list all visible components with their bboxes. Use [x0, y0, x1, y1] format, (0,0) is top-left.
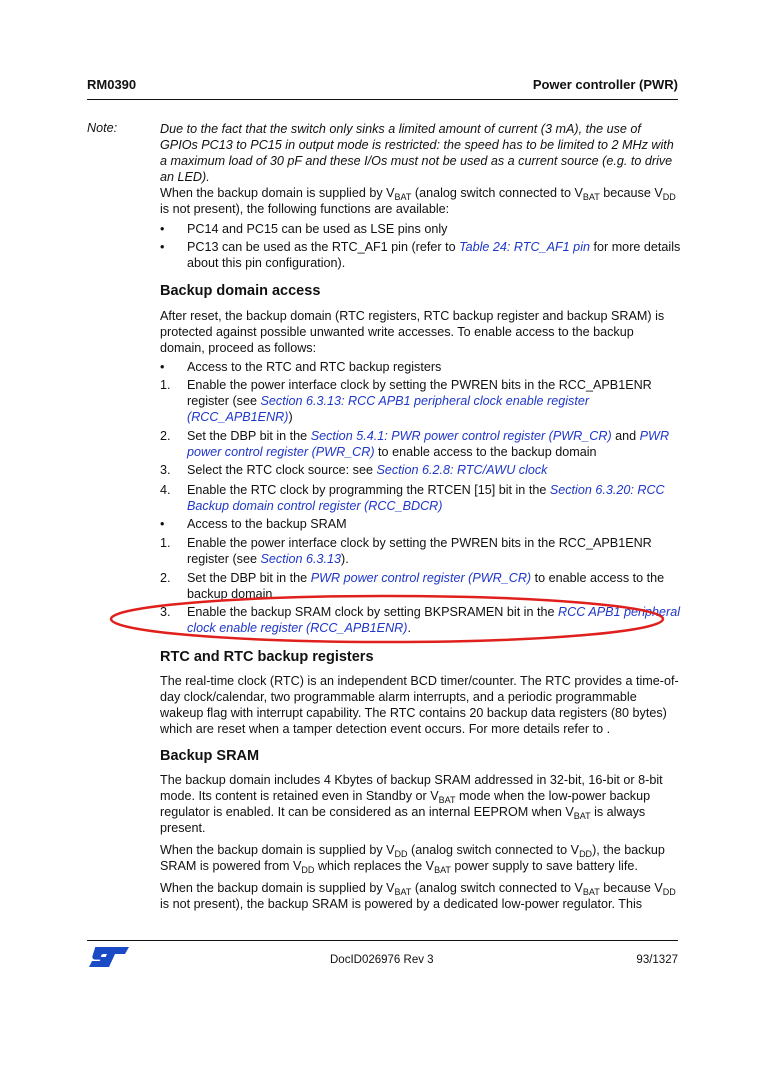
- footer-doc-id: DocID026976 Rev 3: [330, 954, 434, 966]
- sram-paragraph-3: When the backup domain is supplied by $V_{BAT}$ (analog switch connected to $V_{BAT}$ because $V_{DD}$ is not present), the backup SRAM is powered by a dedicated low-power regulator. This: [160, 881, 676, 911]
- section-heading-backup-domain-access: Backup domain access: [160, 283, 321, 299]
- register-link[interactable]: PWR power control register (PWR_CR): [187, 429, 670, 459]
- section-link[interactable]: Section 6.3.20: RCC Backup domain control register (RCC_BDCR): [187, 483, 665, 513]
- highlight-ellipse: [105, 592, 675, 648]
- footer-page-number: 93/1327: [636, 954, 678, 966]
- section-link[interactable]: Section 6.2.8: RTC/AWU clock: [376, 463, 548, 477]
- st-logo-icon: [87, 945, 131, 969]
- register-link[interactable]: RCC APB1 peripheral clock enable register (RCC_APB1ENR): [187, 605, 681, 635]
- sram-paragraph-1: The backup domain includes 4 Kbytes of backup SRAM addressed in 32-bit, 16-bit or 8-bit mode. Its content is retained even in Standby or $V_{BAT}$ mode when the low-power backup regulator is enabled. It can be considered as an internal EEPROM when $V_{BAT}$ is always present.: [160, 773, 663, 835]
- register-link[interactable]: PWR power control register (PWR_CR): [310, 571, 532, 585]
- rtc-paragraph: The real-time clock (RTC) is an independent BCD timer/counter. The RTC provides a time-of-day clock/calendar, two programmable alarm interrupts, and a periodic programmable wakeup flag with interrupt capability. The RTC contains 20 backup data registers (80 bytes) which are reset when a tamper detection event occurs. For more details refer to .: [160, 674, 679, 736]
- sram-paragraph-2: When the backup domain is supplied by $V_{DD}$ (analog switch connected to $V_{DD}$), the backup SRAM is powered from $V_{DD}$ which replaces the $V_{BAT}$ power supply to save battery life.: [160, 843, 665, 875]
- note-label: Note:: [87, 121, 118, 135]
- section-link[interactable]: Section 6.3.13: [260, 552, 342, 566]
- running-header-chapter: Power controller (PWR): [532, 77, 678, 92]
- vbat-paragraph: When the backup domain is supplied by $V_{BAT}$ (analog switch connected to $V_{BAT}$ because $V_{DD}$ is not present), the following functions are available:: [160, 186, 676, 216]
- header-rule: [87, 99, 678, 100]
- note-text: Due to the fact that the switch only sinks a limited amount of current (3 mA), the use of GPIOs PC13 to PC15 in output mode is restricted: the speed has to be limited to 2 MHz with a maximum load of 30 pF and these I/Os must not be used as a current source (e.g. to drive an LED).: [160, 122, 674, 184]
- section-heading-backup-sram: Backup SRAM: [160, 748, 260, 764]
- table-link[interactable]: Table 24: RTC_AF1 pin: [459, 240, 590, 254]
- footer-rule: [87, 940, 678, 941]
- section-link[interactable]: Section 6.3.13: RCC APB1 peripheral clock enable register (RCC_APB1ENR): [187, 394, 590, 424]
- access-intro: After reset, the backup domain (RTC registers, RTC backup register and backup SRAM) is protected against possible unwanted write accesses. To enable access to the backup domain, proceed as follows:: [160, 309, 665, 355]
- section-link[interactable]: Section 5.4.1: PWR power control register (PWR_CR): [310, 429, 612, 443]
- running-header-doc-id: RM0390: [87, 77, 137, 92]
- section-heading-rtc: RTC and RTC backup registers: [160, 649, 374, 665]
